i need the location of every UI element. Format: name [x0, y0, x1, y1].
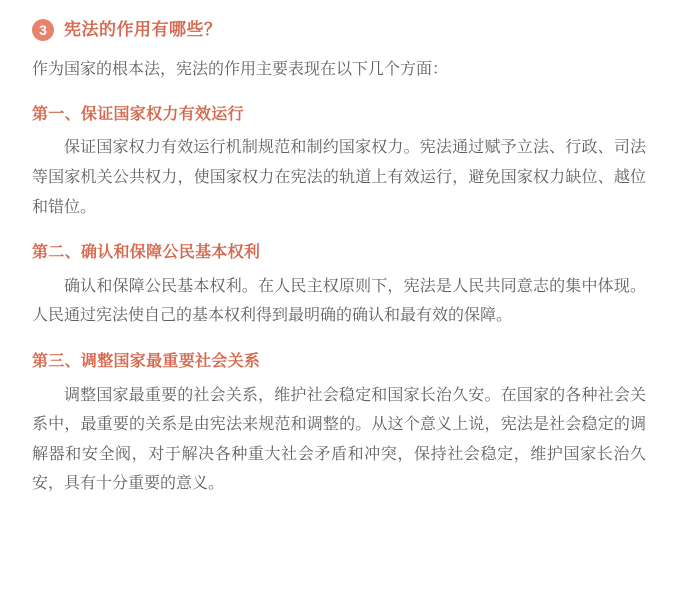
subsection-heading-3: 第三、调整国家最重要社会关系 [32, 352, 261, 370]
subsection-body-2: 确认和保障公民基本权利。在人民主权原则下，宪法是人民共同意志的集中体现。人民通过宪法使自己的基本权利得到最明确的确认和最有效的保障。 [32, 277, 646, 325]
subsection-heading-1: 第一、保证国家权力有效运行 [32, 105, 244, 123]
intro-paragraph: 作为国家的根本法，宪法的作用主要表现在以下几个方面： [32, 60, 449, 78]
subsection-body-1: 保证国家权力有效运行机制规范和制约国家权力。宪法通过赋予立法、行政、司法等国家机关公共权力，使国家权力在宪法的轨道上有效运行，避免国家权力缺位、越位和错位。 [32, 139, 646, 216]
page-title: 宪法的作用有哪些？ [64, 20, 222, 39]
subsection-heading-2: 第二、确认和保障公民基本权利 [32, 244, 261, 262]
section-header [32, 18, 646, 42]
subsection-body-3: 调整国家最重要的社会关系，维护社会稳定和国家长治久安。在国家的各种社会关系中，最重要的关系是由宪法来规范和调整的。从这个意义上说，宪法是社会稳定的调解器和安全阀，对于解决各种重大社会矛盾和冲突，保持社会稳定，维护国家长治久安，具有十分重要的意义。 [32, 386, 646, 493]
section-number-badge: 3 [32, 19, 54, 41]
